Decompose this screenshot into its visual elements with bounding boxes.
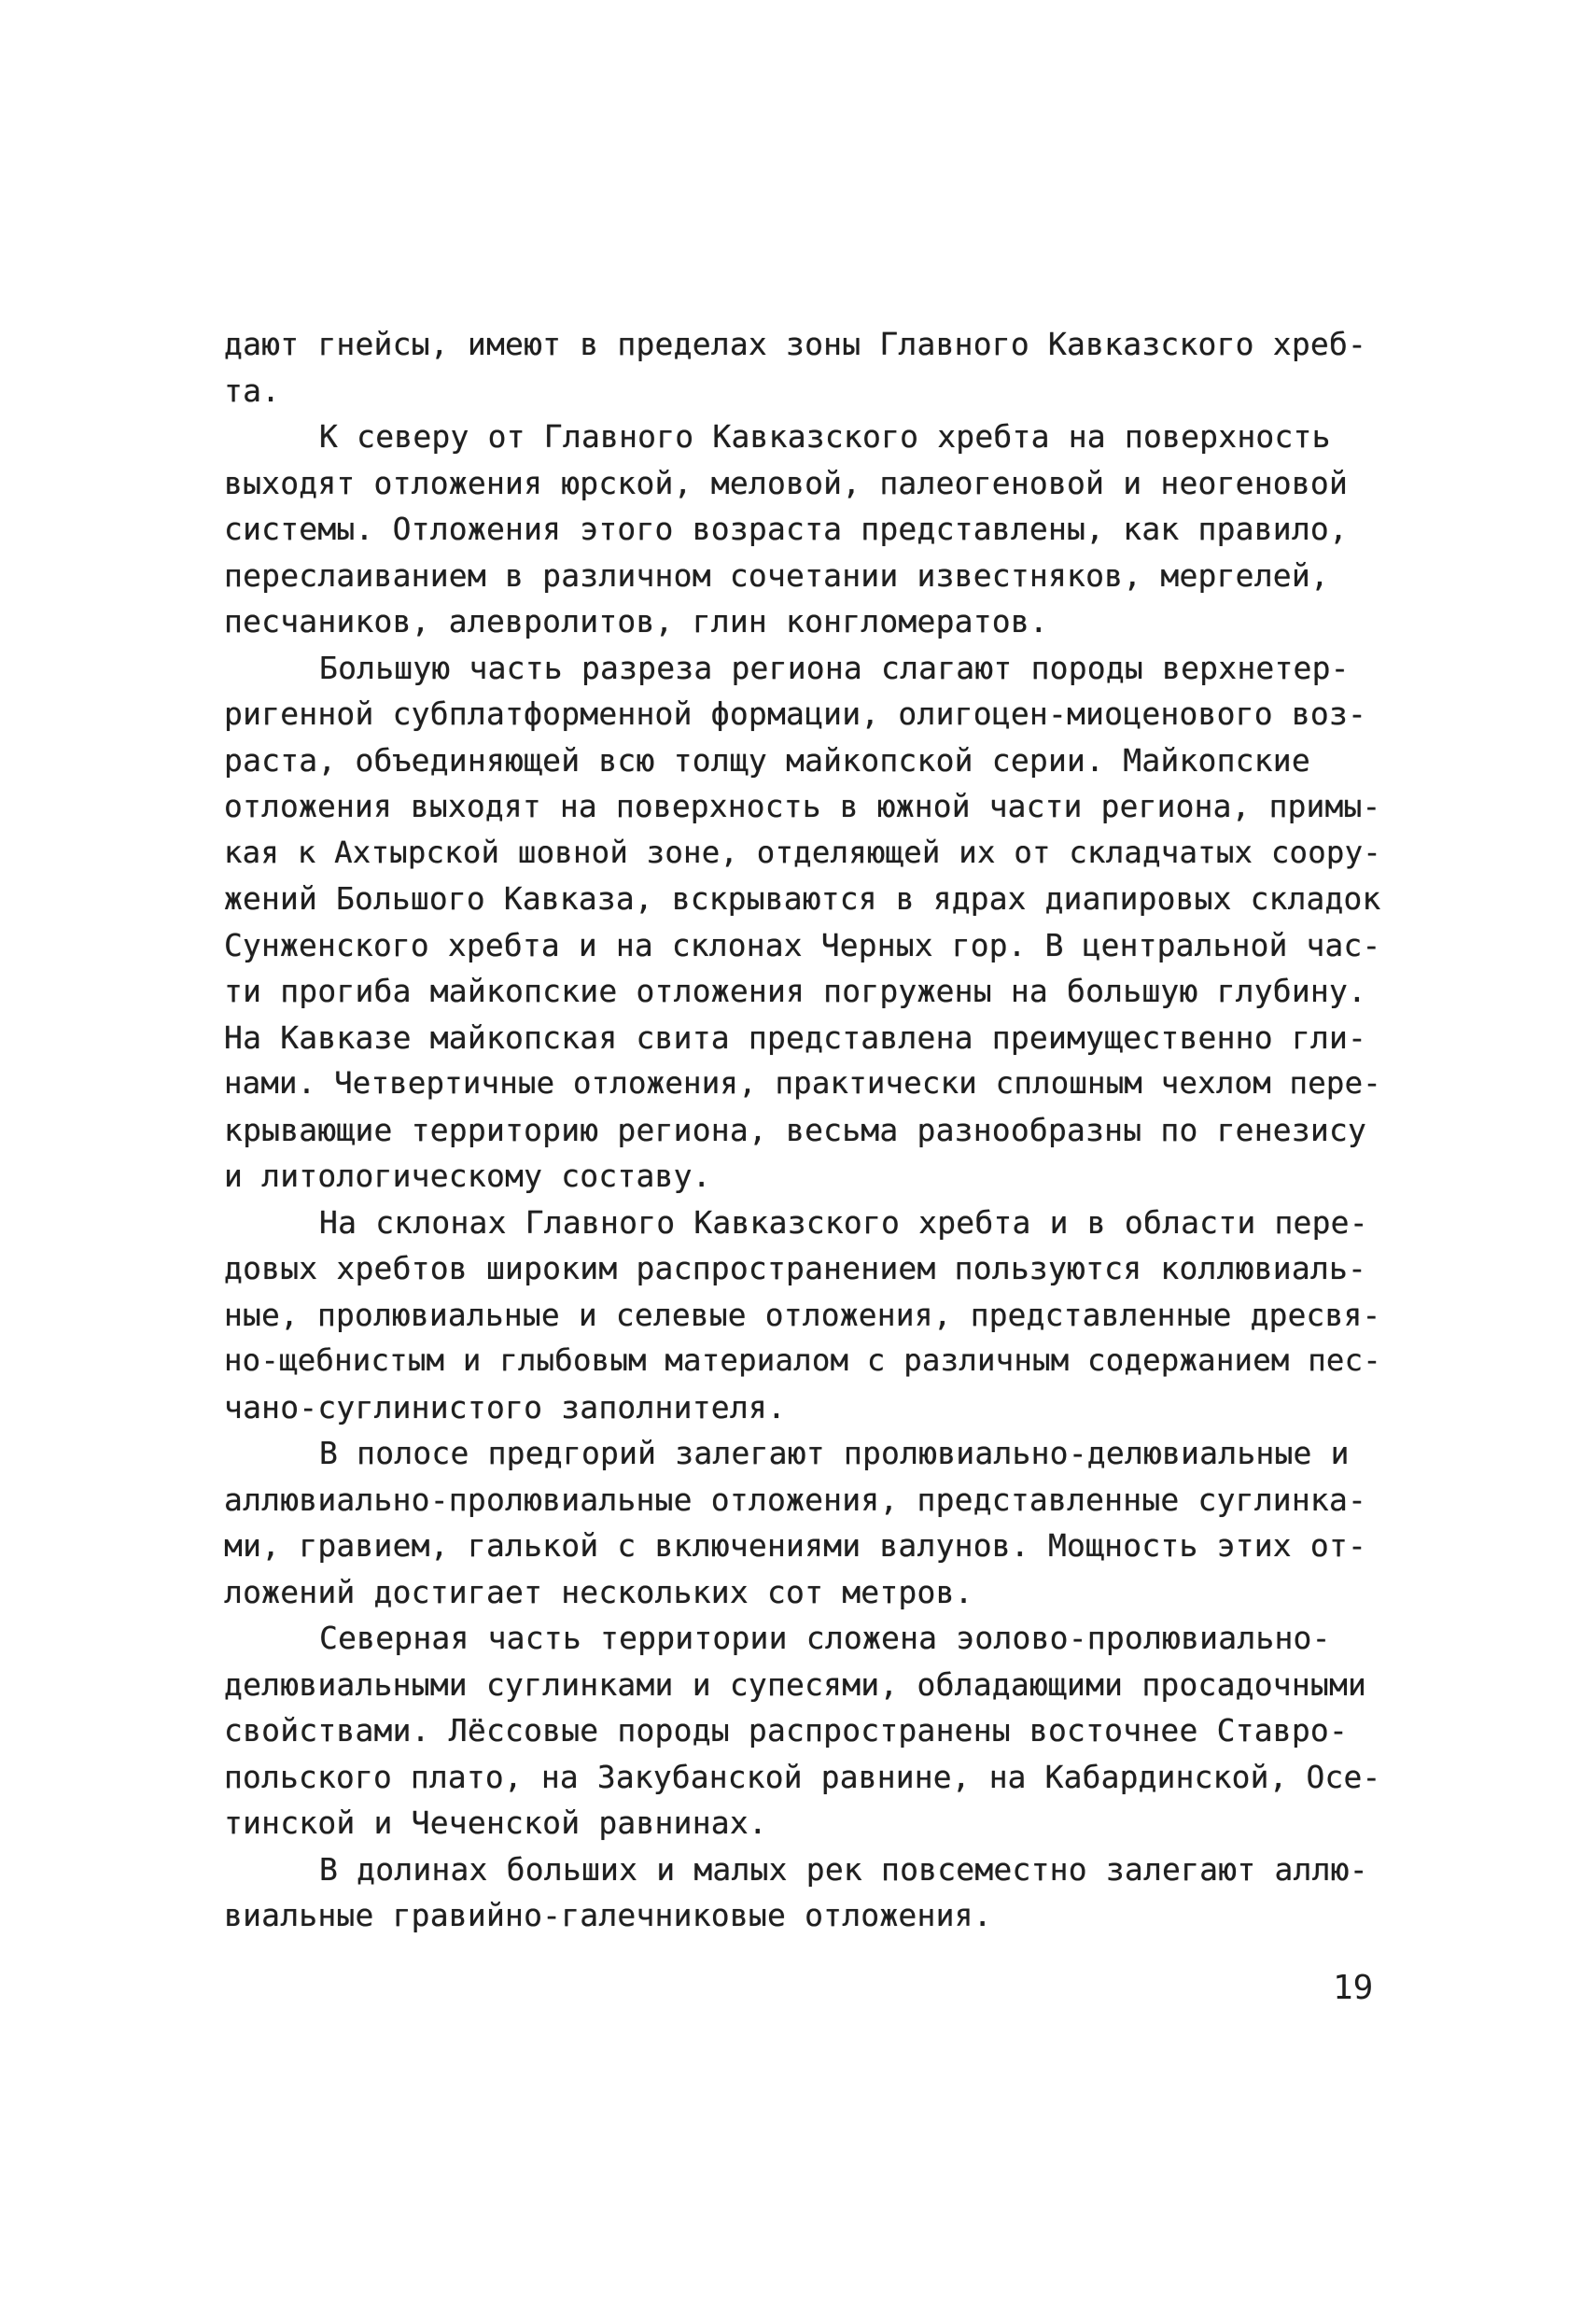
text-line: переслаиванием в различном сочетании известняков, мергелей, (224, 556, 1329, 594)
text-line: виальные гравийно-галечниковые отложения. (224, 1897, 992, 1933)
body-text (224, 321, 1381, 1939)
text-line: системы. Отложения этого возраста представлены, как правило, (224, 511, 1349, 547)
text-line: свойствами. Лёссовые породы распространены восточнее Ставро- (224, 1712, 1349, 1748)
text-line: делювиальными суглинками и супесями, обладающими просадочными (224, 1665, 1367, 1703)
text-line: В долинах больших и малых рек повсеместно залегают аллю- (319, 1850, 1368, 1888)
page-number: 19 (1333, 1969, 1374, 2007)
text-line: жений Большого Кавказа, вскрываются в ядрах диапировых складок (224, 880, 1381, 917)
text-line: та. (224, 372, 281, 409)
text-line: Северная часть территории сложена эолово-пролювиально- (319, 1620, 1331, 1656)
text-line: ригенной субплатформенной формации, олигоцен-миоценового воз- (224, 695, 1367, 732)
text-line: К северу от Главного Кавказского хребта на поверхность (319, 418, 1331, 455)
text-line: В полосе предгорий залегают пролювиально-делювиальные и (319, 1435, 1350, 1471)
text-line: довых хребтов широким распространением пользуются коллювиаль- (224, 1250, 1367, 1286)
text-line: ти прогиба майкопские отложения погружены на большую глубину. (224, 973, 1367, 1009)
text-line: и литологическому составу. (224, 1158, 711, 1194)
text-line: нами. Четвертичные отложения, практически сплошным чехлом пере- (224, 1065, 1381, 1101)
text-line: польского плато, на Закубанской равнине, на Кабардинской, Осе- (224, 1758, 1381, 1795)
text-line: кая к Ахтырской шовной зоне, отделяющей их от складчатых соору- (224, 834, 1381, 870)
text-line: отложения выходят на поверхность в южной части региона, примы- (224, 788, 1381, 824)
text-line: дают гнейсы, имеют в пределах зоны Главного Кавказского хреб- (224, 326, 1367, 362)
text-line: крывающие территорию региона, весьма разнообразны по генезису (224, 1111, 1367, 1148)
text-line: выходят отложения юрской, меловой, палеогеновой и неогеновой (224, 464, 1349, 501)
text-line: На склонах Главного Кавказского хребта и в области пере- (319, 1203, 1368, 1241)
text-line: ные, пролювиальные и селевые отложения, представленные дресвя- (224, 1296, 1381, 1333)
text-line: чано-суглинистого заполнителя. (224, 1388, 787, 1425)
text-line: раста, объединяющей всю толщу майкопской серии. Майкопские (224, 741, 1310, 779)
text-line: аллювиально-пролювиальные отложения, представленные суглинка- (224, 1481, 1367, 1518)
text-line: ложений достигает нескольких сот метров. (224, 1573, 973, 1610)
text-line: песчаников, алевролитов, глин конгломератов. (224, 603, 1048, 639)
text-line: ми, гравием, галькой с включениями валунов. Мощность этих от- (224, 1527, 1367, 1564)
text-line: На Кавказе майкопская свита представлена преимущественно гли- (224, 1018, 1367, 1056)
text-line: Сунженского хребта и на склонах Черных гор. В центральной час- (224, 926, 1381, 963)
text-line: Большую часть разреза региона слагают породы верхнетер- (319, 649, 1350, 686)
text-line: но-щебнистым и глыбовым материалом с различным содержанием пес- (224, 1342, 1381, 1378)
text-line: тинской и Чеченской равнинах. (224, 1804, 767, 1841)
